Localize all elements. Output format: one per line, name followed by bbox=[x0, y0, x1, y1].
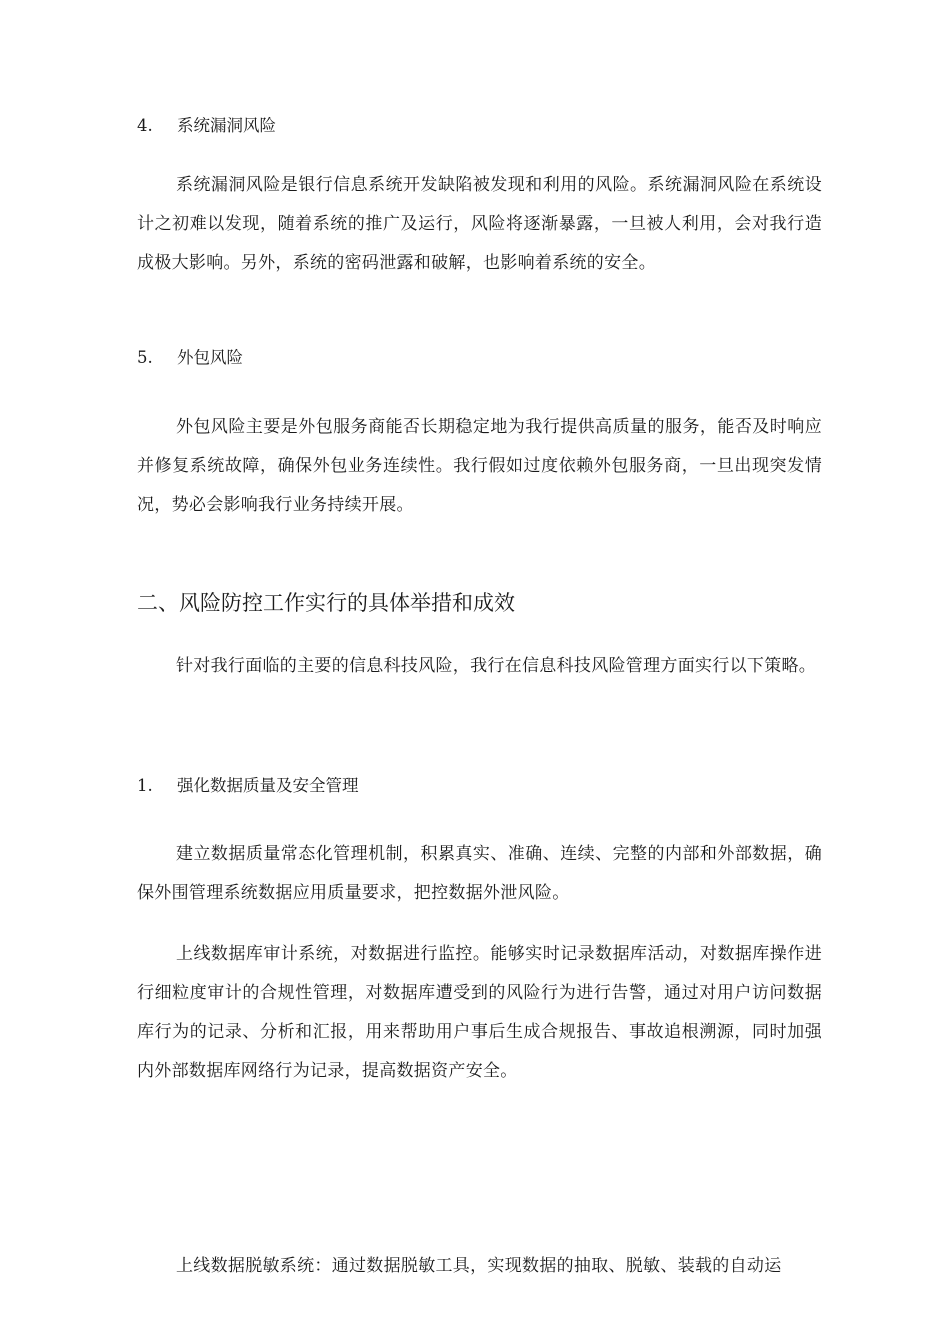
paragraph-db-audit: 上线数据库审计系统，对数据进行监控。能够实时记录数据库活动，对数据库操作进行细粒度审计的合规性管理，对数据库遭受到的风险行为进行告警，通过对用户访问数据库行为的记录、分析和汇报，用来帮助用户事后生成合规报告、事故追根溯源，同时加强内外部数据库网络行为记录，提高数据资产安全。 bbox=[137, 944, 822, 1081]
item-title: 外包风险 bbox=[177, 348, 243, 367]
paragraph-data-quality: 建立数据质量常态化管理机制，积累真实、准确、连续、完整的内部和外部数据，确保外围管理系统数据应用质量要求，把控数据外泄风险。 bbox=[137, 844, 822, 903]
section-heading: 二、风险防控工作实行的具体举措和成效 bbox=[137, 591, 515, 615]
paragraph-system-vulnerability: 系统漏洞风险是银行信息系统开发缺陷被发现和利用的风险。系统漏洞风险在系统设计之初难以发现，随着系统的推广及运行，风险将逐渐暴露，一旦被人利用，会对我行造成极大影响。另外，系统的密码泄露和破解，也影响着系统的安全。 bbox=[137, 175, 822, 273]
item-4-heading bbox=[137, 116, 276, 136]
item-title: 系统漏洞风险 bbox=[177, 116, 276, 135]
item-number: 4. bbox=[137, 116, 153, 135]
item-number: 1. bbox=[137, 776, 153, 795]
paragraph-strategy-intro: 针对我行面临的主要的信息科技风险，我行在信息科技风险管理方面实行以下策略。 bbox=[176, 656, 817, 676]
item-1-heading bbox=[137, 776, 359, 796]
item-5-heading bbox=[137, 348, 243, 368]
item-number: 5. bbox=[137, 348, 153, 367]
item-title: 强化数据质量及安全管理 bbox=[177, 776, 359, 795]
paragraph-outsourcing-risk: 外包风险主要是外包服务商能否长期稳定地为我行提供高质量的服务，能否及时响应并修复系统故障，确保外包业务连续性。我行假如过度依赖外包服务商，一旦出现突发情况，势必会影响我行业务持续开展。 bbox=[137, 417, 822, 515]
paragraph-data-masking: 上线数据脱敏系统：通过数据脱敏工具，实现数据的抽取、脱敏、装载的自动运 bbox=[176, 1256, 782, 1276]
